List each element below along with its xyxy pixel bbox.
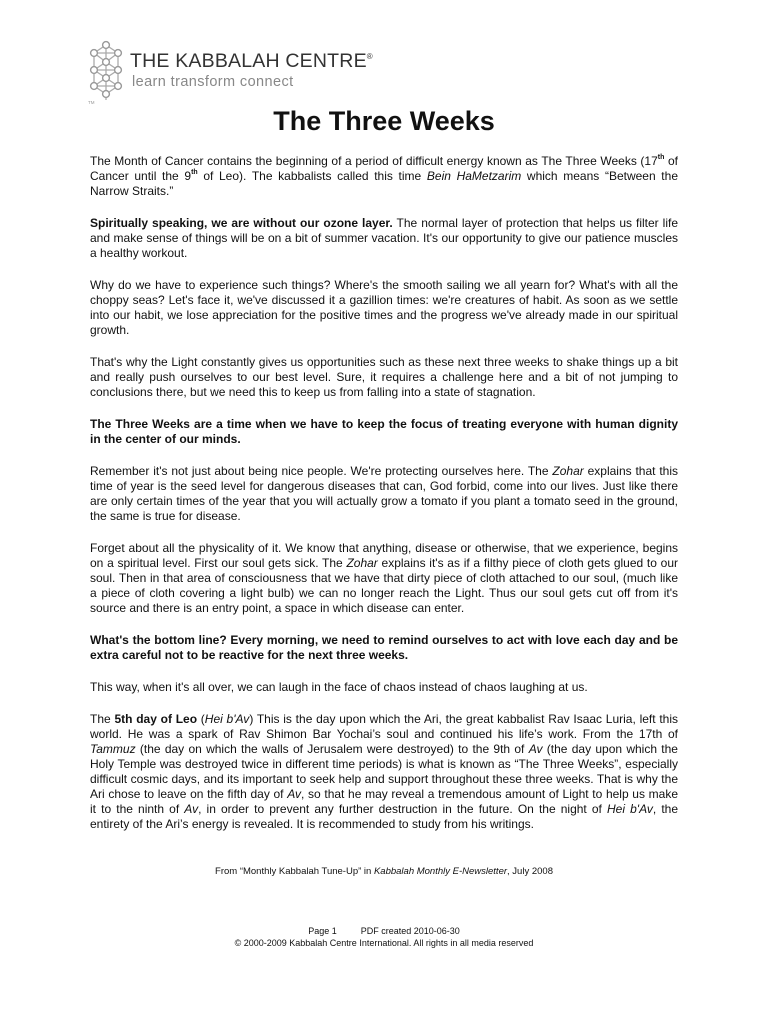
article-body	[90, 154, 678, 849]
paragraph-intro: The Month of Cancer contains the beginning of a period of difficult energy known as The Three Weeks (17th of Cancer until the 9th of Leo). The kabbalists called this time Bein HaMetzarim which means “Between the Narrow Straits.”	[90, 154, 679, 198]
paragraph-seed-level: Remember it's not just about being nice people. We're protecting ourselves here. The Zohar explains that this time of year is the seed level for dangerous diseases that can, God forbid, come into our lives. Just like there are only certain times of the year that you will actually grow a tomato if you plant a tomato seed in the ground, the same is true for disease.	[90, 464, 679, 523]
paragraph-physicality: Forget about all the physicality of it. We know that anything, disease or otherwise, that we experience, begins on a spiritual level. First our soul gets sick. The Zohar explains it's as if a filthy piece of cloth gets glued to our soul. Then in that area of consciousness that we have that dirty piece of cloth attached to our soul, (much like a piece of cloth covering a light bulb) we can no longer reach the Light. Thus our soul gets cut off from it's source and there is an entry point, a space in which disease can enter.	[90, 541, 678, 615]
page-number: Page 1	[308, 926, 337, 936]
footer-page-line	[0, 925, 768, 937]
brand-tagline: learn transform connect	[132, 74, 294, 90]
paragraph-ozone: Spiritually speaking, we are without our ozone layer. The normal layer of protection that helps us filter life and make sense of things will be on a bit of summer vacation. It's our opportunity to give our patience muscles a healthy workout.	[90, 216, 678, 260]
copyright-notice: © 2000-2009 Kabbalah Centre International. All rights in all media reserved	[234, 938, 534, 948]
tm-mark: TM	[88, 100, 95, 105]
paragraph-bottom-line: What's the bottom line? Every morning, we need to remind ourselves to act with love each day and be extra careful not to be reactive for the next three weeks.	[90, 633, 678, 662]
paragraph-fifth-day: The 5th day of Leo (Hei b'Av) This is the day upon which the Ari, the great kabbalist Rav Isaac Luria, left this world. He was a spark of Rav Shimon Bar Yochai’s soul and continued his life’s work. From the 17th of Tammuz (the day on which the walls of Jerusalem were destroyed) to the 9th of Av (the day upon which the Holy Temple was destroyed twice in different time periods) is what is known as “The Three Weeks”, especially difficult cosmic days, and its important to seek help and support throughout these three weeks. That is why the Ari chose to leave on the fifth day of Av, so that he may reveal a tremendous amount of Light to help us make it to the ninth of Av, in order to prevent any further destruction in the future. On the night of Hei b'Av, the entirety of the Ari’s energy is revealed. It is recommended to study from his writings.	[90, 712, 679, 831]
page-footer	[0, 925, 768, 949]
pdf-created-date: PDF created 2010-06-30	[360, 926, 460, 936]
paragraph-light: That's why the Light constantly gives us opportunities such as these next three weeks to shake things up a bit and really push ourselves to our best level. Sure, it requires a challenge here and a bit of not jumping to conclusions there, but we need this to keep us from falling into a state of stagnation.	[90, 355, 678, 399]
page-title: The Three Weeks	[273, 106, 495, 136]
paragraph-habit: Why do we have to experience such things? Where's the smooth sailing we all yearn for? What's with all the choppy seas? Let's face it, we've discussed it a gazillion times: we're creatures of habit. As soon as we settle into our habit, we lose appreciation for the positive times and the progress we've already made in our spiritual growth.	[90, 278, 678, 337]
kabbalah-centre-logo	[86, 40, 373, 106]
paragraph-dignity: The Three Weeks are a time when we have to keep the focus of treating everyone with human dignity in the center of our minds.	[90, 417, 678, 446]
tree-of-life-icon	[86, 40, 126, 106]
brand-name: THE KABBALAH CENTRE®	[130, 50, 373, 72]
source-citation: From “Monthly Kabbalah Tune-Up” in Kabbalah Monthly E-Newsletter, July 2008	[215, 866, 553, 877]
paragraph-laugh: This way, when it's all over, we can laugh in the face of chaos instead of chaos laughing at us.	[90, 680, 588, 694]
registered-mark: ®	[366, 52, 373, 61]
